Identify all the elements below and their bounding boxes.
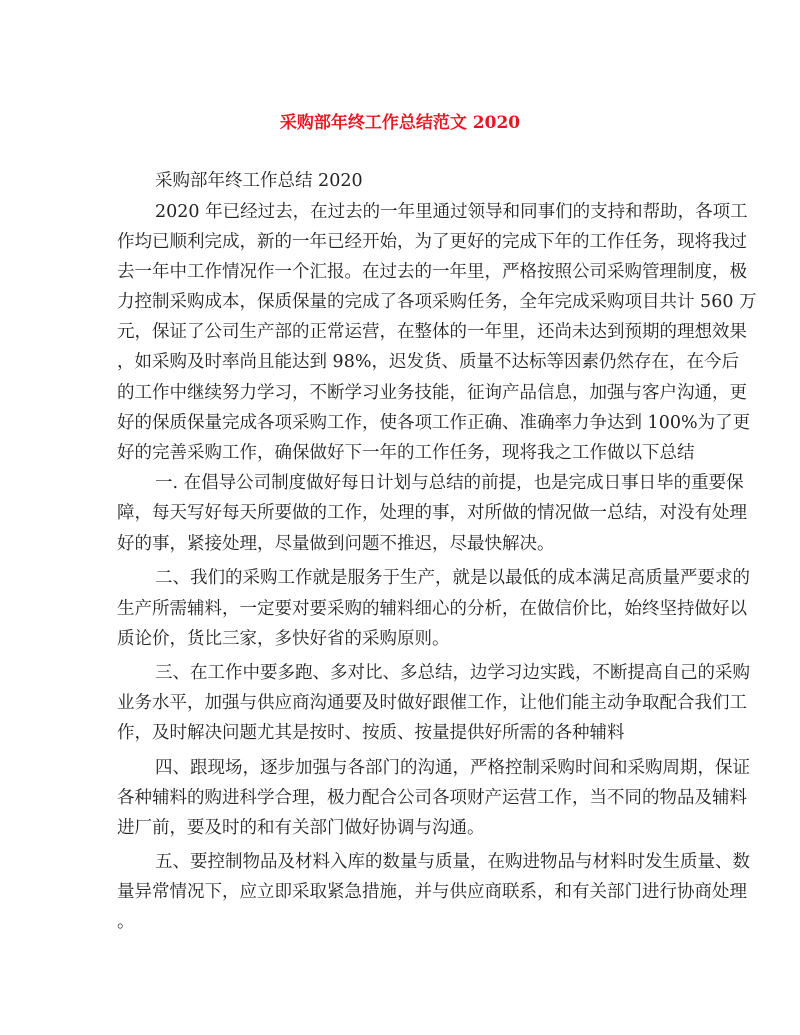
text-line: 障，每天写好每天所要做的工作，处理的事，对所做的情况做一总结，对没有处理 <box>117 503 747 523</box>
text-line: 量异常情况下，应立即采取紧急措施，并与供应商联系，和有关部门进行协商处理 <box>117 882 747 902</box>
text-line: 进厂前，要及时的和有关部门做好协调与沟通。 <box>117 818 485 838</box>
text-line: ，如采购及时率尚且能达到 98%，迟发货、质量不达标等因素仍然存在，在今后 <box>117 352 739 372</box>
text-line: 生产所需辅料，一定要对要采购的辅料细心的分析，在做信价比，始终坚持做好以 <box>117 599 747 619</box>
text-line: 力控制采购成本，保质保量的完成了各项采购任务，全年完成采购项目共计 560 万 <box>117 292 757 312</box>
text-line: 2020 年已经过去，在过去的一年里通过领导和同事们的支持和帮助，各项工 <box>155 202 748 222</box>
text-line: 作，及时解决问题尤其是按时、按质、按量提供好所需的各种辅料 <box>117 723 625 743</box>
text-line: 质论价，货比三家，多快好省的采购原则。 <box>117 629 450 649</box>
text-line: 元，保证了公司生产部的正常运营，在整体的一年里，还尚未达到预期的理想效果 <box>117 322 747 342</box>
text-line: 五、要控制物品及材料入库的数量与质量，在购进物品与材料时发生质量、数 <box>155 852 750 872</box>
text-line: 好的保质保量完成各项采购工作，使各项工作正确、准确率力争达到 100%为了更 <box>117 413 751 433</box>
text-line: 。 <box>117 912 135 932</box>
text-line: 三、在工作中要多跑、多对比、多总结，边学习边实践，不断提高自己的采购 <box>155 663 750 683</box>
text-line: 好的事，紧接处理，尽量做到问题不推迟，尽最快解决。 <box>117 534 555 554</box>
document-title: 采购部年终工作总结范文 2020 <box>279 113 521 133</box>
subtitle: 采购部年终工作总结 2020 <box>155 171 363 191</box>
text-line: 作均已顺利完成，新的一年已经开始，为了更好的完成下年的工作任务，现将我过 <box>117 232 747 252</box>
text-line: 四、跟现场，逐步加强与各部门的沟通，严格控制采购时间和采购周期，保证 <box>155 758 750 778</box>
text-line: 二、我们的采购工作就是服务于生产，就是以最低的成本满足高质量严要求的 <box>155 568 750 588</box>
text-line: 好的完善采购工作，确保做好下一年的工作任务，现将我之工作做以下总结 <box>117 443 695 463</box>
text-line: 的工作中继续努力学习，不断学习业务技能，征询产品信息，加强与客户沟通，更 <box>117 383 747 403</box>
text-line: 业务水平，加强与供应商沟通要及时做好跟催工作，让他们能主动争取配合我们工 <box>117 693 747 713</box>
text-line: 一. 在倡导公司制度做好每日计划与总结的前提，也是完成日事日毕的重要保 <box>155 473 744 493</box>
text-line: 各种辅料的购进科学合理，极力配合公司各项财产运营工作，当不同的物品及辅料 <box>117 788 747 808</box>
text-line: 去一年中工作情况作一个汇报。在过去的一年里，严格按照公司采购管理制度，极 <box>117 262 747 282</box>
